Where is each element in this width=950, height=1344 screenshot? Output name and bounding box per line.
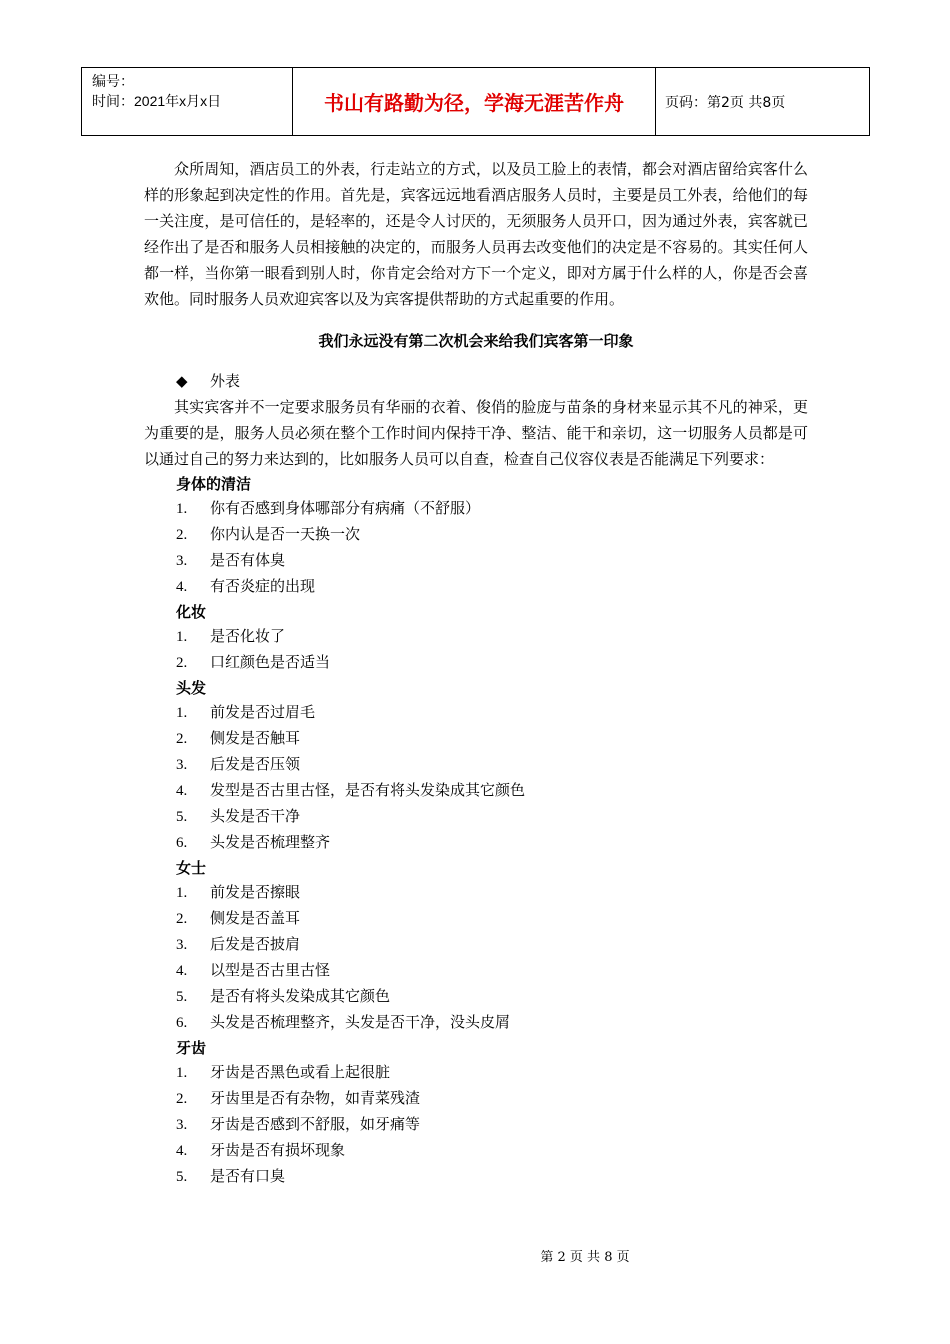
item-text: 头发是否干净 [210, 807, 301, 825]
item-number: 3. [176, 553, 188, 569]
item-number: 3. [176, 1117, 188, 1133]
item-text: 后发是否压领 [210, 755, 301, 773]
list-item [144, 1112, 808, 1138]
item-text: 有否炎症的出现 [210, 577, 316, 595]
item-number: 1. [176, 885, 188, 901]
diamond-bullet-icon: ◆ [176, 372, 188, 390]
list-item [144, 932, 808, 958]
item-number: 3. [176, 937, 188, 953]
list-item [144, 880, 808, 906]
item-text: 是否化妆了 [210, 627, 286, 645]
list-item [144, 830, 808, 856]
item-number: 1. [176, 629, 188, 645]
item-number: 1. [176, 1065, 188, 1081]
section-title: 我们永远没有第二次机会来给我们宾客第一印象 [318, 332, 634, 350]
list-item [144, 650, 808, 676]
list-item [144, 804, 808, 830]
list-item [144, 958, 808, 984]
number-label: 编号： [92, 73, 134, 89]
list-item [144, 906, 808, 932]
item-text: 后发是否披肩 [210, 935, 301, 953]
item-number: 2. [176, 1091, 188, 1107]
item-number: 3. [176, 757, 188, 773]
item-number: 1. [176, 705, 188, 721]
list-item [144, 752, 808, 778]
list-item [144, 984, 808, 1010]
item-text: 牙齿里是否有杂物，如青菜残渣 [210, 1089, 421, 1107]
item-text: 头发是否梳理整齐，头发是否干净，没头皮屑 [210, 1013, 511, 1031]
list-item [144, 522, 808, 548]
item-number: 4. [176, 1143, 188, 1159]
item-text: 侧发是否触耳 [210, 729, 301, 747]
item-number: 2. [176, 527, 188, 543]
list-item [144, 778, 808, 804]
group-title: 化妆 [176, 603, 207, 621]
list-item [144, 1138, 808, 1164]
group-title: 牙齿 [176, 1039, 207, 1057]
list-item [144, 1010, 808, 1036]
appearance-paragraph: 其实宾客并不一定要求服务员有华丽的衣着、俊俏的脸庞与苗条的身材来显示其不凡的神采，更为重要的是，服务人员必须在整个工作时间内保持干净、整洁、能干和亲切，这一切服务人员都是可以通过自己的努力来达到的，比如服务人员可以自查，检查自己仪容仪表是否能满足下列要求： [144, 398, 808, 468]
page-footer: 第 2 页 共 8 页 [540, 1250, 630, 1265]
header-meta-cell [82, 68, 293, 136]
item-number: 5. [176, 989, 188, 1005]
list-item [144, 548, 808, 574]
item-number: 2. [176, 655, 188, 671]
item-text: 侧发是否盖耳 [210, 909, 301, 927]
item-text: 牙齿是否有损坏现象 [210, 1141, 346, 1159]
item-text: 是否有将头发染成其它颜色 [210, 987, 391, 1005]
time-label: 时间：2021年x月x日 [92, 93, 222, 109]
item-text: 牙齿是否黑色或看上起很脏 [210, 1063, 391, 1081]
item-number: 6. [176, 835, 188, 851]
item-number: 5. [176, 809, 188, 825]
item-number: 1. [176, 501, 188, 517]
group-title: 身体的清洁 [176, 475, 252, 493]
item-text: 是否有体臭 [210, 551, 286, 569]
checklist-groups [144, 472, 808, 1190]
group-title: 头发 [176, 679, 207, 697]
item-number: 2. [176, 731, 188, 747]
item-number: 4. [176, 783, 188, 799]
list-item [144, 496, 808, 522]
bullet-appearance [144, 368, 808, 394]
list-item [144, 624, 808, 650]
item-number: 2. [176, 911, 188, 927]
list-item [144, 726, 808, 752]
list-item [144, 1086, 808, 1112]
item-number: 6. [176, 1015, 188, 1031]
motto: 书山有路勤为径，学海无涯苦作舟 [293, 68, 656, 136]
document-body [144, 156, 808, 1190]
intro-paragraph: 众所周知，酒店员工的外表，行走站立的方式，以及员工脸上的表情，都会对酒店留给宾客什么样的形象起到决定性的作用。首先是，宾客远远地看酒店服务人员时，主要是员工外表，给他们的每一关注度，是可信任的，是轻率的，还是令人讨厌的，无须服务人员开口，因为通过外表，宾客就已经作出了是否和服务人员相接触的决定的，而服务人员再去改变他们的决定是不容易的。其实任何人都一样，当你第一眼看到别人时，你肯定会给对方下一个定义，即对方属于什么样的人，你是否会喜欢他。同时服务人员欢迎宾客以及为宾客提供帮助的方式起重要的作用。 [144, 160, 808, 308]
group-title: 女士 [176, 859, 207, 877]
item-text: 发型是否古里古怪，是否有将头发染成其它颜色 [210, 781, 526, 799]
item-text: 口红颜色是否适当 [210, 653, 331, 671]
item-number: 4. [176, 579, 188, 595]
item-text: 你内认是否一天换一次 [210, 525, 361, 543]
item-text: 是否有口臭 [210, 1167, 286, 1185]
page-info: 页码：第2页 共8页 [656, 68, 870, 136]
list-item [144, 1164, 808, 1190]
list-item [144, 700, 808, 726]
item-number: 4. [176, 963, 188, 979]
list-item [144, 574, 808, 600]
item-number: 5. [176, 1169, 188, 1185]
item-text: 牙齿是否感到不舒服，如牙痛等 [210, 1115, 421, 1133]
list-item [144, 1060, 808, 1086]
header-table [81, 67, 870, 136]
item-text: 以型是否古里古怪 [210, 961, 331, 979]
item-text: 你有否感到身体哪部分有病痛（不舒服） [210, 499, 481, 517]
item-text: 前发是否过眉毛 [210, 703, 316, 721]
item-text: 头发是否梳理整齐 [210, 833, 331, 851]
item-text: 前发是否擦眼 [210, 883, 301, 901]
bullet-text: 外表 [210, 372, 241, 390]
